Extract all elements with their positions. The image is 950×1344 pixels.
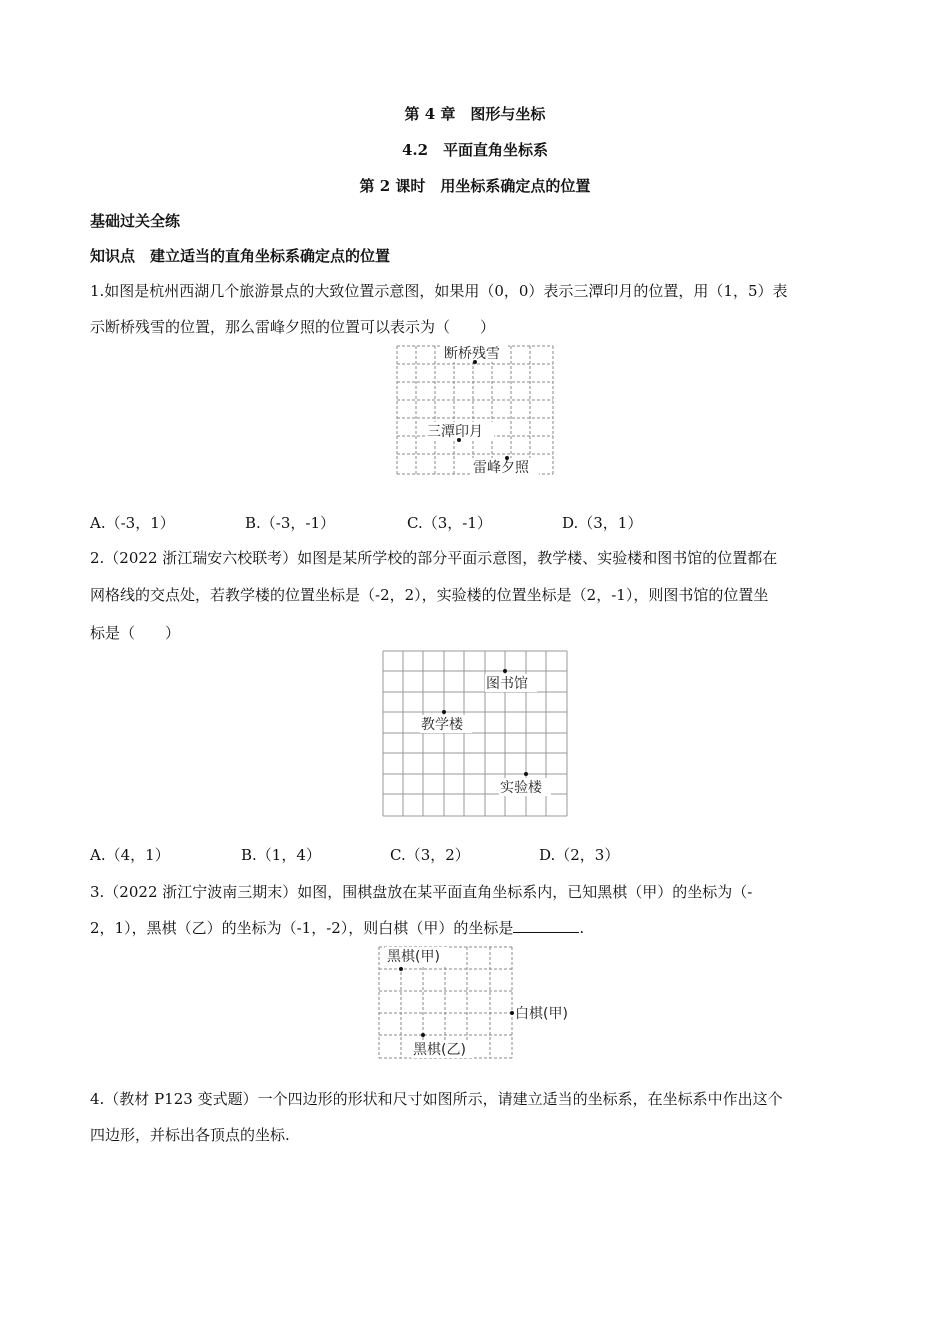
q1-option-d[interactable]: D.（3，1） bbox=[562, 514, 643, 532]
black-a-label: 黑棋(甲) bbox=[387, 949, 440, 965]
white-a-point bbox=[510, 1011, 514, 1015]
santan-label: 三潭印月 bbox=[427, 424, 483, 440]
q3-figure bbox=[377, 945, 577, 1061]
teaching-label: 教学楼 bbox=[421, 717, 463, 733]
lab-point bbox=[524, 772, 528, 776]
lab-label: 实验楼 bbox=[500, 780, 542, 796]
q3-text-line1: 3.（2022 浙江宁波南三期末）如图，围棋盘放在某平面直角坐标系内，已知黑棋（甲）的坐标为（- bbox=[90, 883, 753, 901]
q1-text-line2: 示断桥残雪的位置，那么雷峰夕照的位置可以表示为（ ） bbox=[90, 318, 496, 336]
q1-option-a[interactable]: A.（-3，1） bbox=[90, 514, 175, 532]
teaching-point bbox=[442, 710, 446, 714]
q3-text-line2 bbox=[90, 917, 860, 938]
q2-figure bbox=[382, 650, 570, 820]
black-b-point bbox=[421, 1033, 425, 1037]
black-b-label: 黑棋(乙) bbox=[413, 1042, 466, 1058]
q1-figure bbox=[396, 345, 556, 477]
chapter-title: 第 4 章 图形与坐标 bbox=[404, 105, 546, 123]
black-a-point bbox=[399, 967, 403, 971]
q3-text-line2-end: . bbox=[579, 919, 585, 937]
q2-text-line3: 标是（ ） bbox=[90, 624, 181, 642]
q2-option-c[interactable]: C.（3，2） bbox=[390, 846, 470, 864]
q2-text-line2: 网格线的交点处，若教学楼的位置坐标是（-2，2），实验楼的位置坐标是（2，-1），则图书馆的位置坐 bbox=[90, 586, 769, 604]
practice-title: 基础过关全练 bbox=[90, 212, 181, 230]
q4-text-line1: 4.（教材 P123 变式题）一个四边形的形状和尺寸如图所示，请建立适当的坐标系，在坐标系中作出这个 bbox=[90, 1090, 783, 1108]
q2-option-b[interactable]: B.（1，4） bbox=[241, 846, 321, 864]
knowledge-point: 知识点 建立适当的直角坐标系确定点的位置 bbox=[90, 247, 391, 265]
lesson-title: 第 2 课时 用坐标系确定点的位置 bbox=[359, 177, 591, 195]
q2-text-line1: 2.（2022 浙江瑞安六校联考）如图是某所学校的部分平面示意图，教学楼、实验楼和图书馆的位置都在 bbox=[90, 549, 778, 567]
section-title: 4.2 平面直角坐标系 bbox=[401, 141, 549, 159]
q1-text-line1: 1.如图是杭州西湖几个旅游景点的大致位置示意图，如果用（0，0）表示三潭印月的位置，用（1，5）表 bbox=[90, 282, 788, 300]
library-label: 图书馆 bbox=[486, 676, 528, 692]
white-a-label: 白棋(甲) bbox=[515, 1006, 568, 1022]
leifeng-label: 雷峰夕照 bbox=[473, 460, 529, 476]
q3-answer-blank[interactable] bbox=[513, 918, 579, 933]
library-point bbox=[503, 669, 507, 673]
q3-text-line2-main: 2，1），黑棋（乙）的坐标为（-1，-2），则白棋（甲）的坐标是 bbox=[90, 919, 514, 937]
duanqiao-label: 断桥残雪 bbox=[444, 346, 500, 362]
q1-option-c[interactable]: C.（3，-1） bbox=[407, 514, 492, 532]
q1-option-b[interactable]: B.（-3，-1） bbox=[245, 514, 336, 532]
q2-option-d[interactable]: D.（2，3） bbox=[539, 846, 620, 864]
q2-option-a[interactable]: A.（4，1） bbox=[90, 846, 170, 864]
q1-grid bbox=[397, 346, 553, 476]
q4-text-line2: 四边形，并标出各顶点的坐标. bbox=[90, 1126, 290, 1144]
